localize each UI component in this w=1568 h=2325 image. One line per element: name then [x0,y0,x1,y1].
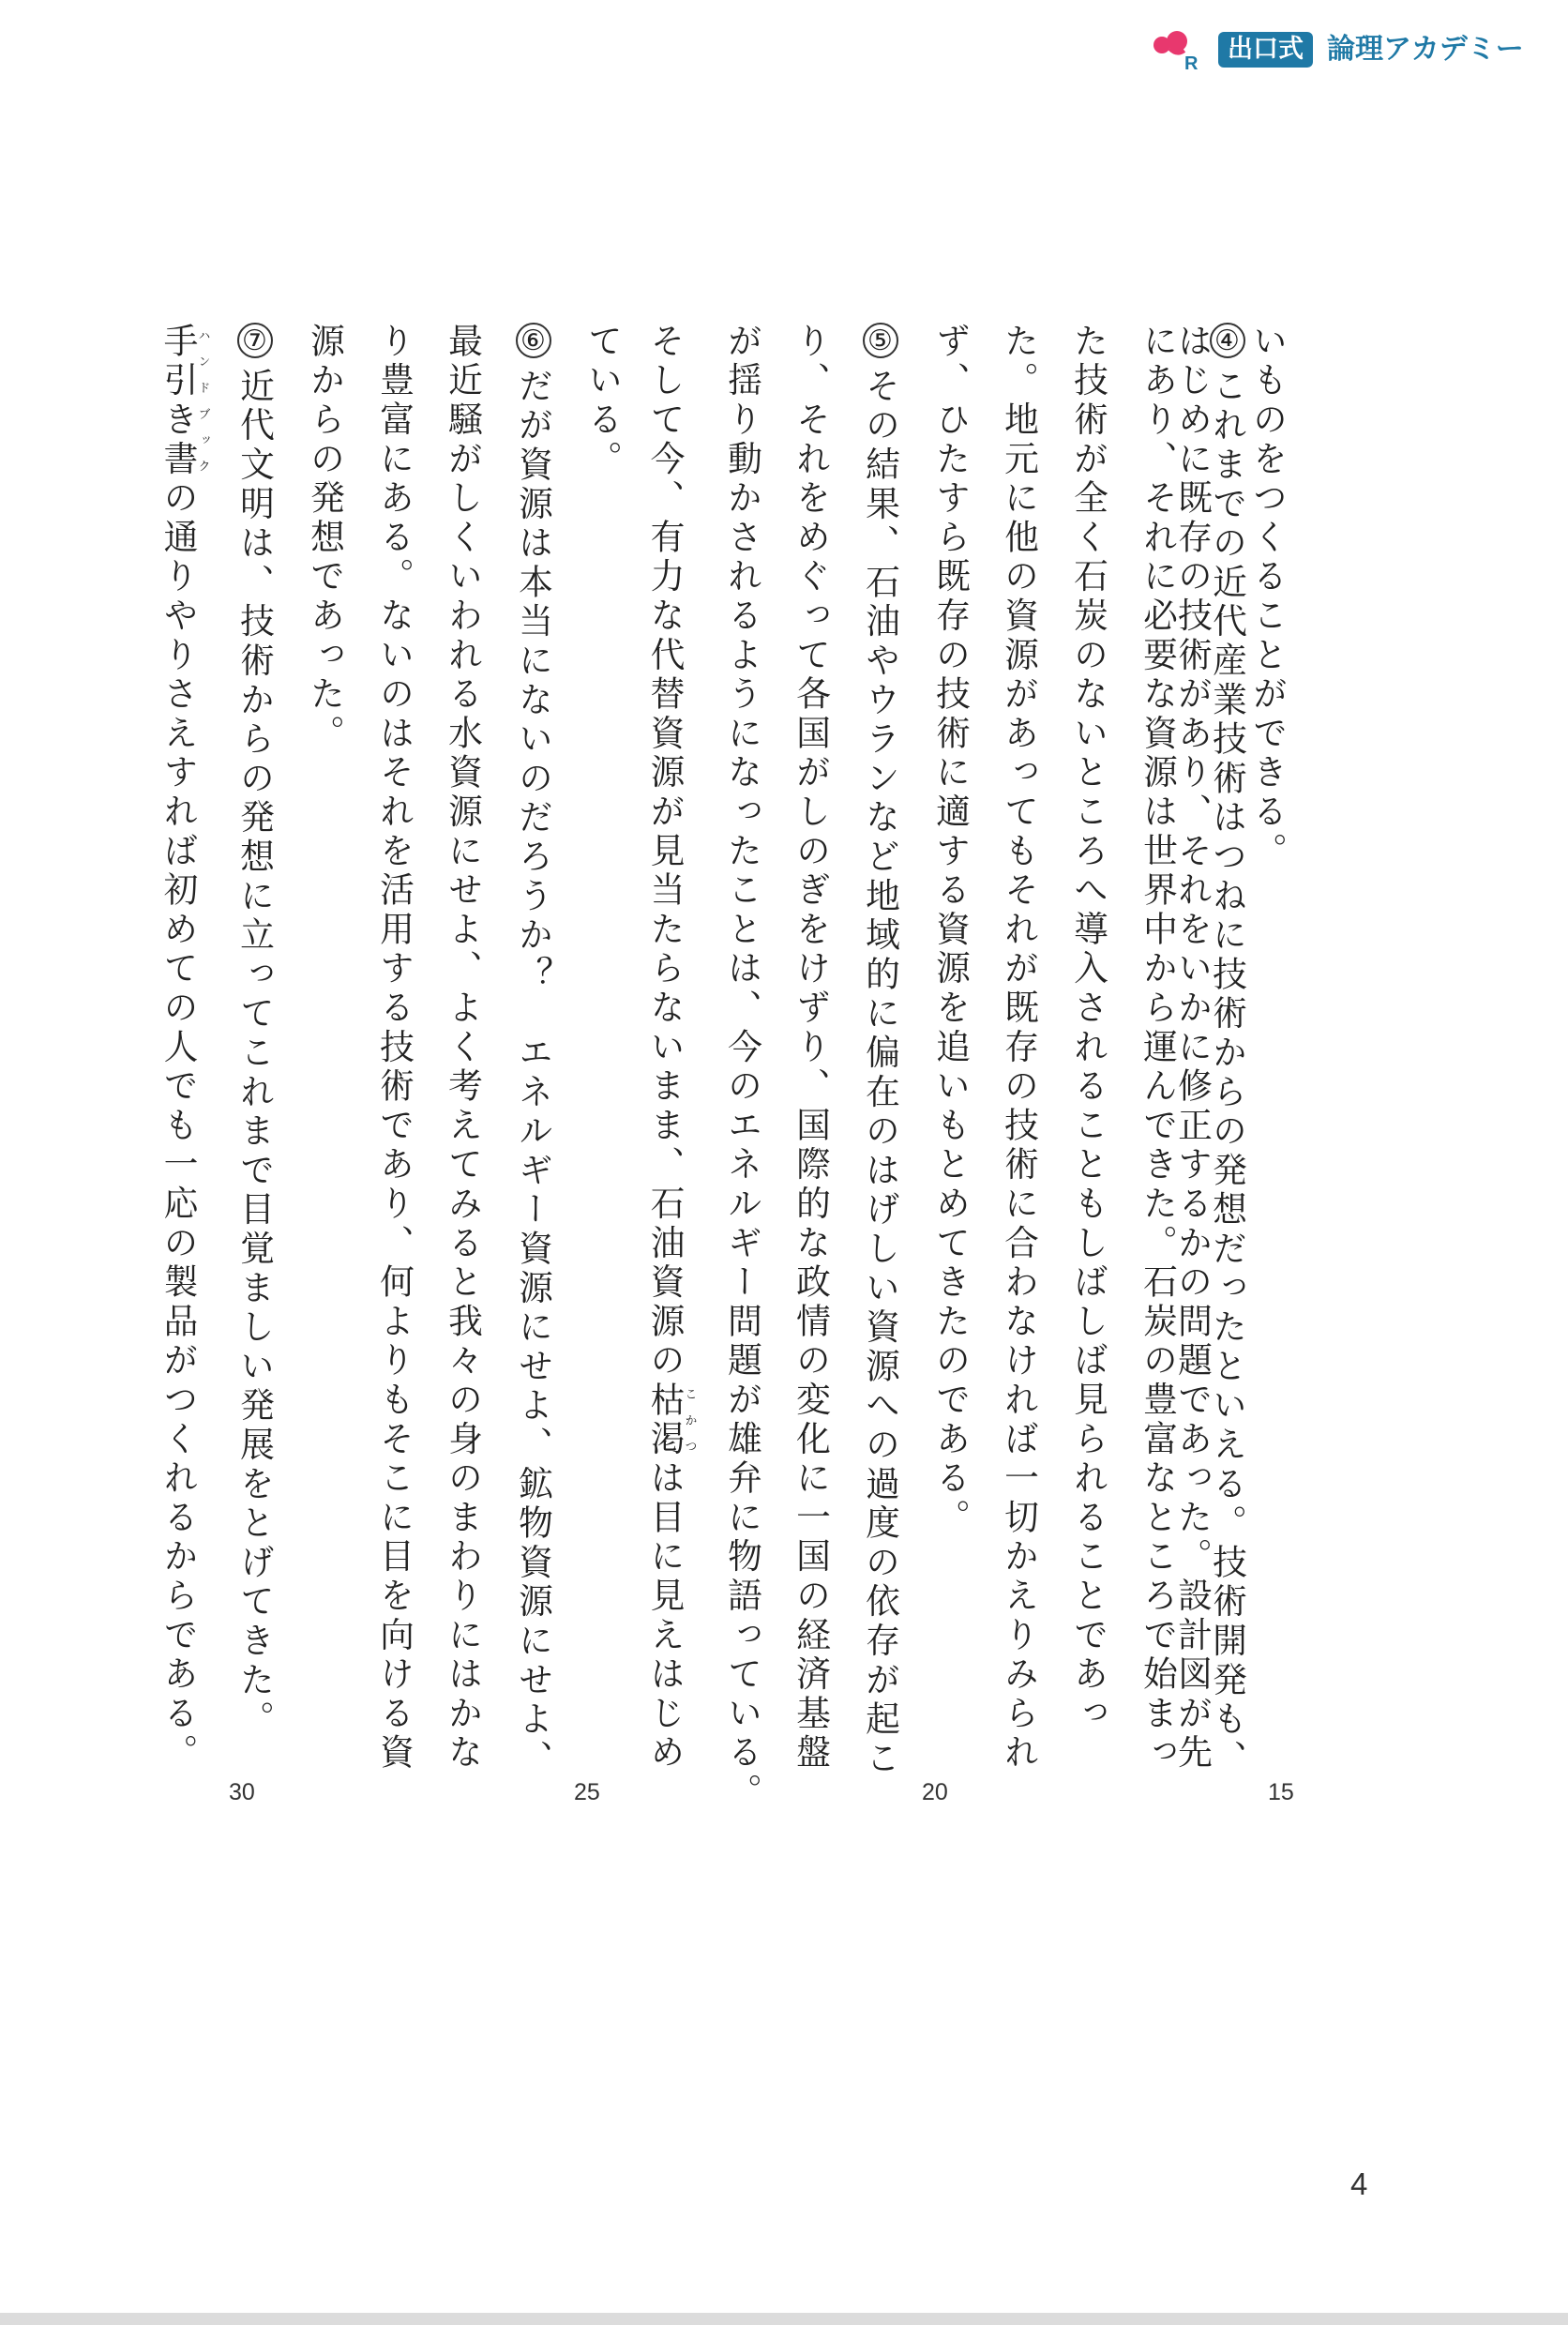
line-text: の通りやりさえすれば初めての人でも一応の製品がつくれるからである。 [158,479,199,1774]
text-line [855,323,904,1804]
ruby-base: 手引き書 [158,323,199,480]
page-number: 4 [1350,2166,1368,2201]
line-text: た。地元に他の資源があってもそれが既存の技術に合わなければ一切かえりみられ [999,323,1039,1774]
text-line [717,323,766,1813]
line-text: そして今、有力な代替資源が見当たらないまま、石油資源の [644,323,686,1381]
line-text: はじめに既存の技術があり、それをいかに修正するかの問題であった。設計図が先 [1172,323,1213,1774]
line-text: り、それをめぐって各国がしのぎをけずり、国際的な政情の変化に一国の経済基盤 [791,323,831,1774]
paragraph-number: ④ [1211,325,1244,362]
line-text: 近代文明は、技術からの発想に立ってこれまで目覚ましい発展をとげてきた。 [234,368,275,1740]
page-edge [0,2313,1568,2325]
text-line [1063,323,1112,1804]
logo-badge: 出口式 [1218,32,1313,68]
line-text: だが資源は本当にないのだろうか？ エネルギー資源にせよ、鉱物資源にせよ、 [513,368,553,1779]
line-text: ず、ひたすら既存の技術に適する資源を追いもとめてきたのである。 [930,323,971,1538]
line-number: 15 [1268,1779,1294,1805]
ruby-reading: こかつ [682,1381,697,1460]
line-text: いものをつくることができる。 [1247,323,1288,872]
logo-name: 論理アカデミー [1327,33,1524,66]
text-line [1133,323,1182,1804]
svg-text:R: R [1184,53,1199,74]
ruby-word [158,323,210,480]
line-text: 源からの発想であった。 [305,323,345,754]
line-text: ている。 [582,323,623,480]
text-line [438,323,487,1804]
ruby-reading: ハンドブック [195,323,210,480]
publisher-logo [1149,28,1552,75]
text-line [508,323,557,1804]
line-text: これまでの近代産業技術はつねに技術からの発想だったといえる。技術開発も、 [1207,368,1247,1779]
line-text: にあり、それに必要な資源は世界中から運んできた。石炭の豊富なところで始まっ [1138,323,1178,1774]
paragraph-number: ⑤ [864,325,897,362]
ruby-word [644,1381,697,1460]
line-text: た技術が全く石炭のないところへ導入されることもしばしば見られることであっ [1068,323,1108,1734]
paragraph-number: ⑦ [238,325,271,362]
text-line [578,323,626,1804]
line-text: は目に見えはじめ [644,1459,686,1774]
ruby-base: 枯渇 [644,1381,686,1460]
text-line [786,323,835,1804]
text-line [230,323,279,1804]
line-text: その結果、石油やウランなど地域的に偏在のはげしい資源への過度の依存が起こ [860,368,900,1779]
line-number: 30 [229,1779,255,1805]
text-line [369,323,418,1804]
text-line [994,323,1043,1804]
line-text: 最近騒がしくいわれる水資源にせよ、よく考えてみると我々の身のまわりにはかな [443,323,483,1774]
logo-mark-icon [1149,28,1213,75]
text-line [160,323,209,1804]
line-number: 25 [574,1779,600,1805]
line-number: 20 [922,1779,948,1805]
line-text: り豊富にある。ないのはそれを活用する技術であり、何よりもそこに目を向ける資 [374,323,415,1774]
text-line [644,323,697,1804]
line-text: が揺り動かされるようになったことは、今のエネルギー問題が雄弁に物語っている。 [722,323,762,1813]
paragraph-number: ⑥ [517,325,550,362]
text-line [926,323,974,1804]
text-line [300,323,349,1804]
